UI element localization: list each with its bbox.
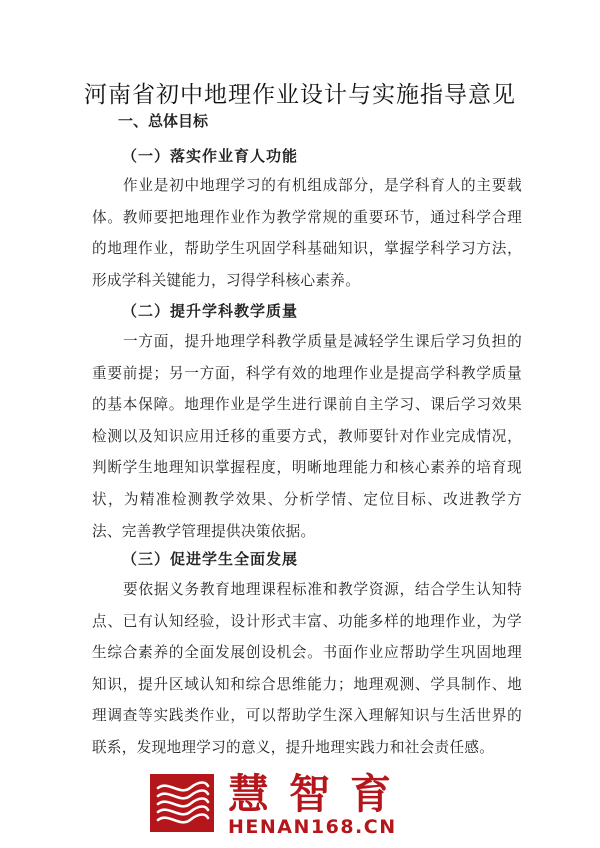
logo-name-cn: 慧智育 [228, 770, 411, 818]
wave-lines-icon [150, 774, 214, 832]
section-heading: 一、总体目标 [118, 112, 209, 130]
subsection-paragraph-2: 一方面，提升地理学科教学质量是减轻学生课后学习负担的重要前提；另一方面，科学有效的地理作业是提高学科教学质量的基本保障。地理作业是学生进行课前自主学习、课后学习效果检测以及知识应用迁移的重要方式，教师要针对作业完成情况，判断学生地理知识掌握程度，明晰地理能力和核心素养的培育现状，为精准检测教学效果、分析学情、定位目标、改进教学方法、完善教学管理提供决策依据。 [92, 333, 522, 540]
subsection-paragraph-3: 要依据义务教育地理课程标准和教学资源，结合学生认知特点、已有认知经验，设计形式丰富、功能多样的地理作业，为学生综合素养的全面发展创设机会。书面作业应帮助学生巩固地理知识，提升区域认知和综合思维能力；地理观测、学具制作、地理调查等实践类作业，可以帮助学生深入理解知识与生活世界的联系，发现地理学习的意义，提升地理实践力和社会责任感。 [92, 581, 522, 756]
subsection-heading-1: （一）落实作业育人功能 [122, 147, 299, 165]
subsection-heading-3: （三）促进学生全面发展 [122, 550, 299, 568]
logo-domain: HENAN168.CN [228, 816, 397, 838]
subsection-paragraph-1: 作业是初中地理学习的有机组成部分，是学科育人的主要载体。教师要把地理作业作为教学常规的重要环节，通过科学合理的地理作业，帮助学生巩固学科基础知识，掌握学科学习方法，形成学科关键能力，习得学科核心素养。 [92, 177, 522, 289]
document-title: 河南省初中地理作业设计与实施指导意见 [84, 82, 516, 108]
subsection-heading-2: （二）提升学科教学质量 [122, 302, 299, 320]
footer-logo [150, 770, 470, 840]
